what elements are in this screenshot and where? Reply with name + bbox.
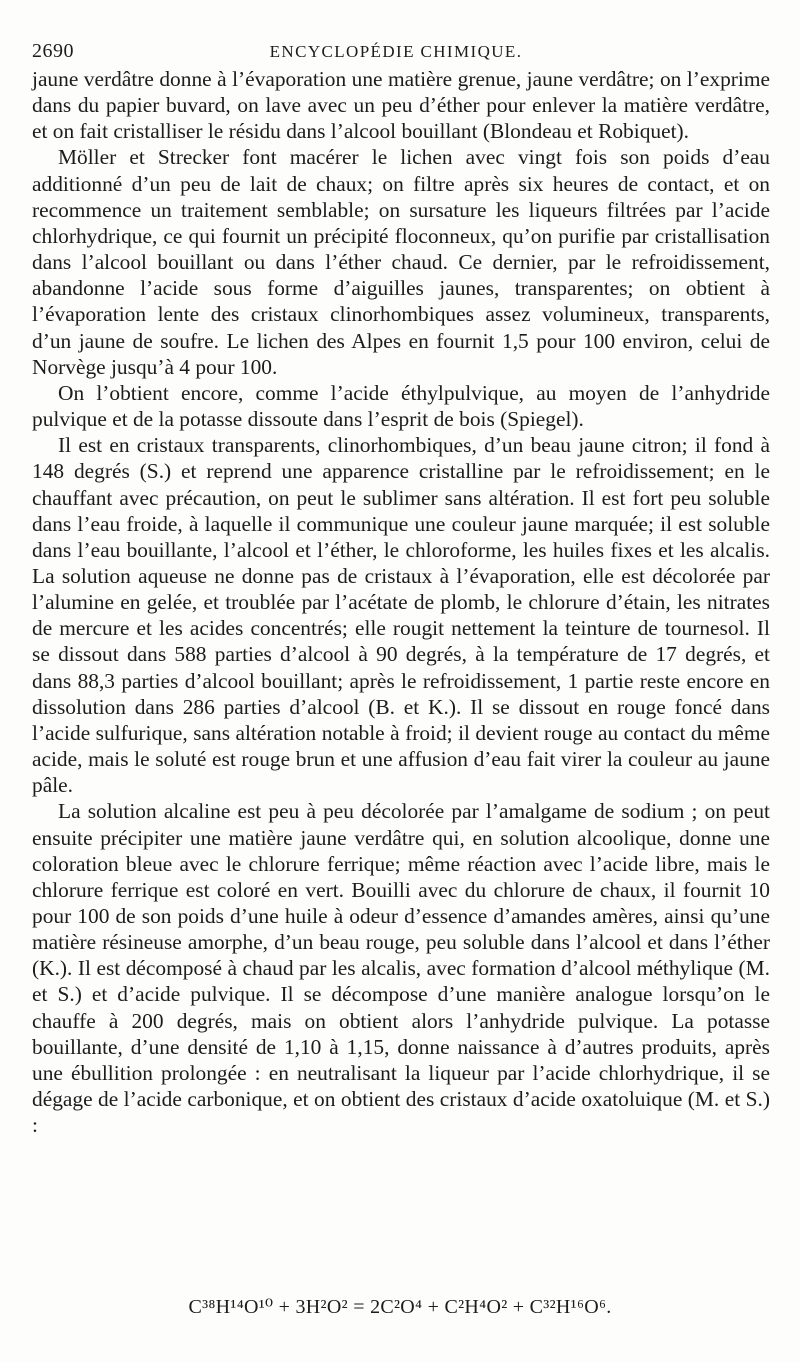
body-text — [32, 66, 770, 1138]
paragraph-preparation: Möller et Strecker font macérer le lichen avec vingt fois son poids d’eau additionné d’un peu de lait de chaux; on filtre après six heures de contact, et on recommence un traitement semblable; on sursature les liqueurs filtrées par l’acide chlorhydrique, ce qui fournit un précipité floconneux, qu’on purifie par cristallisation dans l’alcool bouillant ou dans l’éther chaud. Ce dernier, par le refroidissement, abandonne l’acide sous forme d’aiguilles jaunes, transparentes; on obtient à l’évaporation lente des cristaux clinorhombiques assez volumineux, transparents, d’un jaune de soufre. Le lichen des Alpes en fournit 1,5 pour 100 environ, celui de Norvège jusqu’à 4 pour 100. — [32, 145, 770, 379]
page-number: 2690 — [32, 40, 74, 62]
paragraph-reactions: La solution alcaline est peu à peu décolorée par l’amalgame de sodium ; on peut ensuite précipiter une matière jaune verdâtre qui, en solution alcoolique, donne une coloration bleue avec le chlorure ferrique; même réaction avec l’acide libre, mais le chlorure ferrique est coloré en vert. Bouilli avec du chlorure de chaux, il fournit 10 pour 100 de son poids d’une huile à odeur d’essence d’amandes amères, ainsi qu’une matière résineuse amorphe, d’un beau rouge, peu soluble dans l’alcool et dans l’éther (K.). Il est décomposé à chaud par les alcalis, avec formation d’alcool méthylique (M. et S.) et d’acide pulvique. Il se décompose d’une manière analogue lorsqu’on le chauffe à 200 degrés, mais on obtient alors l’anhydride pulvique. La potasse bouillante, d’une densité de 1,10 à 1,15, donne naissance à d’autres produits, après une ébullition prolongée : en neutralisant la liqueur par l’acide chlorhydrique, il se dégage de l’acide carbonique, et on obtient des cristaux d’acide oxatoluique (M. et S.) : — [32, 799, 770, 1138]
paragraph-alternative-method: On l’obtient encore, comme l’acide éthylpulvique, au moyen de l’anhydride pulvique et de la potasse dissoute dans l’esprit de bois (Spiegel). — [32, 380, 770, 432]
paragraph-properties: Il est en cristaux transparents, clinorhombiques, d’un beau jaune citron; il fond à 148 degrés (S.) et reprend une apparence cristalline par le refroidissement; en le chauffant avec précaution, on peut le sublimer sans altération. Il est fort peu soluble dans l’eau froide, à laquelle il communique une couleur jaune marquée; il est soluble dans l’eau bouillante, l’alcool et l’éther, le chloroforme, les huiles fixes et les alcalis. La solution aqueuse ne donne pas de cristaux à l’évaporation, elle est décolorée par l’alumine en gelée, et troublée par l’acétate de plomb, le chlorure d’étain, les nitrates de mercure et les acides concentrés; elle rougit nettement la teinture de tournesol. Il se dissout dans 588 parties d’alcool à 90 degrés, à la température de 17 degrés, et dans 88,3 parties d’alcool bouillant; après le refroidissement, 1 partie reste encore en dissolution dans 286 parties d’alcool (B. et K.). Il se dissout en rouge foncé dans l’acide sulfurique, sans altération notable à froid; il devient rouge au contact du même acide, mais le soluté est rouge brun et une affusion d’eau fait virer la couleur au jaune pâle. — [32, 433, 770, 798]
running-title: ENCYCLOPÉDIE CHIMIQUE. — [269, 42, 523, 61]
paragraph-continuation: jaune verdâtre donne à l’évaporation une matière grenue, jaune verdâtre; on l’exprime dans du papier buvard, on lave avec un peu d’éther pour enlever la matière verdâtre, et on fait cristalliser le résidu dans l’alcool bouillant (Blondeau et Robiquet). — [32, 67, 770, 144]
page-header — [32, 40, 760, 64]
chemical-equation: C³⁸H¹⁴O¹⁰ + 3H²O² = 2C²O⁴ + C²H⁴O² + C³²H¹⁶O⁶. — [188, 1296, 612, 1318]
